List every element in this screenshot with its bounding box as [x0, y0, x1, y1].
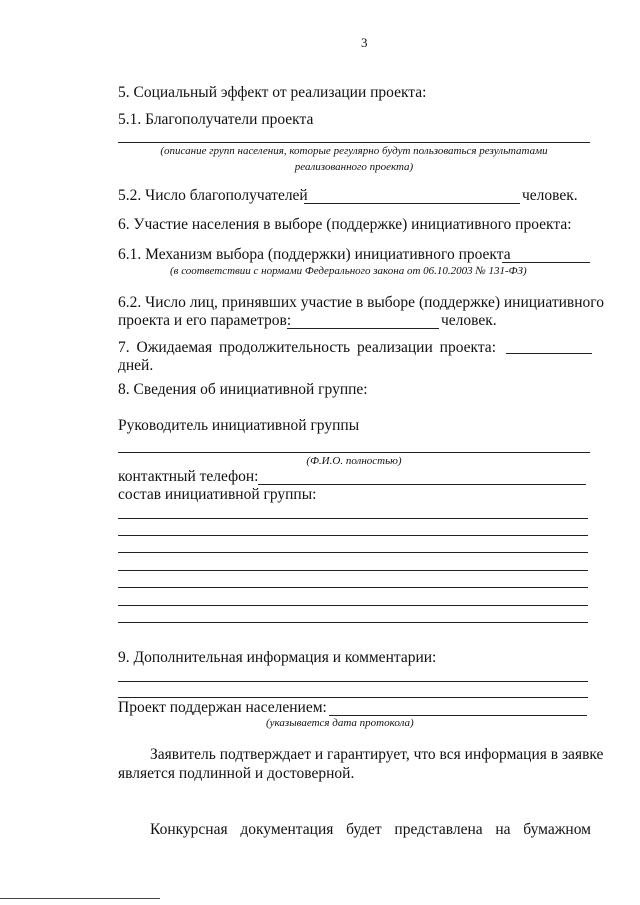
group-members-line [118, 552, 588, 553]
section-7-word: продолжительность [218, 339, 351, 356]
section-6-2-line-2: проекта и его параметров: [118, 312, 292, 329]
closing-word: документация [240, 821, 334, 838]
contact-phone-line [258, 484, 586, 485]
section-7-word: Ожидаемая [136, 339, 213, 356]
group-leader-caption: (Ф.И.О. полностью) [306, 455, 402, 467]
closing-word: будет [346, 821, 382, 838]
section-6-1-label: 6.1. Механизм выбора (поддержки) инициативного проекта [118, 246, 511, 263]
section-6-heading: 6. Участие населения в выборе (поддержке) инициативного проекта: [118, 216, 572, 233]
additional-info-line [118, 681, 588, 682]
section-7-word: реализации [357, 339, 433, 356]
beneficiaries-count-line [304, 203, 520, 204]
section-7-word: проекта: [439, 339, 496, 356]
group-members-line [118, 622, 588, 623]
group-members-line [118, 518, 588, 519]
group-members-line [118, 605, 588, 606]
project-supported-label: Проект поддержан населением: [118, 699, 327, 716]
closing-word: Конкурсная [150, 821, 228, 838]
closing-word: представлена [394, 821, 483, 838]
beneficiaries-caption-line-1: (описание групп населения, которые регулярно будут пользоваться результатами [160, 145, 548, 157]
closing-paragraph-2-line-1 [150, 822, 591, 838]
section-9-heading: 9. Дополнительная информация и комментарии: [118, 649, 437, 666]
section-8-heading: 8. Сведения об инициативной группе: [118, 381, 368, 398]
section-5-2-unit: человек. [522, 187, 578, 204]
closing-paragraph-1-line-1: Заявитель подтверждает и гарантирует, что вся информация в заявке [150, 746, 604, 763]
section-6-2-line-1: 6.2. Число лиц, принявших участие в выборе (поддержке) инициативного [118, 294, 604, 311]
group-members-label: состав инициативной группы: [118, 486, 317, 503]
additional-info-line [118, 697, 588, 698]
section-7-line-1 [118, 340, 496, 356]
protocol-date-caption: (указывается дата протокола) [266, 717, 414, 729]
closing-paragraph-1-line-2: является подлинной и достоверной. [118, 765, 355, 782]
scan-edge-line [0, 898, 160, 899]
group-members-line [118, 587, 588, 588]
contact-phone-label: контактный телефон: [118, 468, 259, 485]
closing-word: бумажном [523, 821, 591, 838]
section-5-2-label: 5.2. Число благополучателей [118, 187, 308, 204]
group-leader-name-line [118, 452, 590, 453]
group-leader-label: Руководитель инициативной группы [118, 417, 360, 434]
section-5-1-label: 5.1. Благополучатели проекта [118, 111, 314, 128]
beneficiaries-caption-line-2: реализованного проекта) [294, 161, 414, 173]
page-number: 3 [361, 35, 368, 50]
selection-mechanism-line [502, 262, 590, 263]
section-7-word: 7. [118, 339, 130, 356]
closing-word: на [495, 821, 511, 838]
protocol-date-line [329, 715, 587, 716]
participants-count-line [287, 328, 439, 329]
section-6-1-caption: (в соответствии с нормами Федерального закона от 06.10.2003 № 131-ФЗ) [170, 265, 527, 277]
beneficiaries-description-line [118, 142, 590, 143]
group-members-line [118, 535, 588, 536]
section-7-line-2: дней. [118, 357, 154, 374]
section-5-heading: 5. Социальный эффект от реализации проекта: [118, 84, 427, 101]
group-members-line [118, 570, 588, 571]
section-6-2-unit: человек. [441, 312, 497, 329]
duration-line [506, 353, 592, 354]
